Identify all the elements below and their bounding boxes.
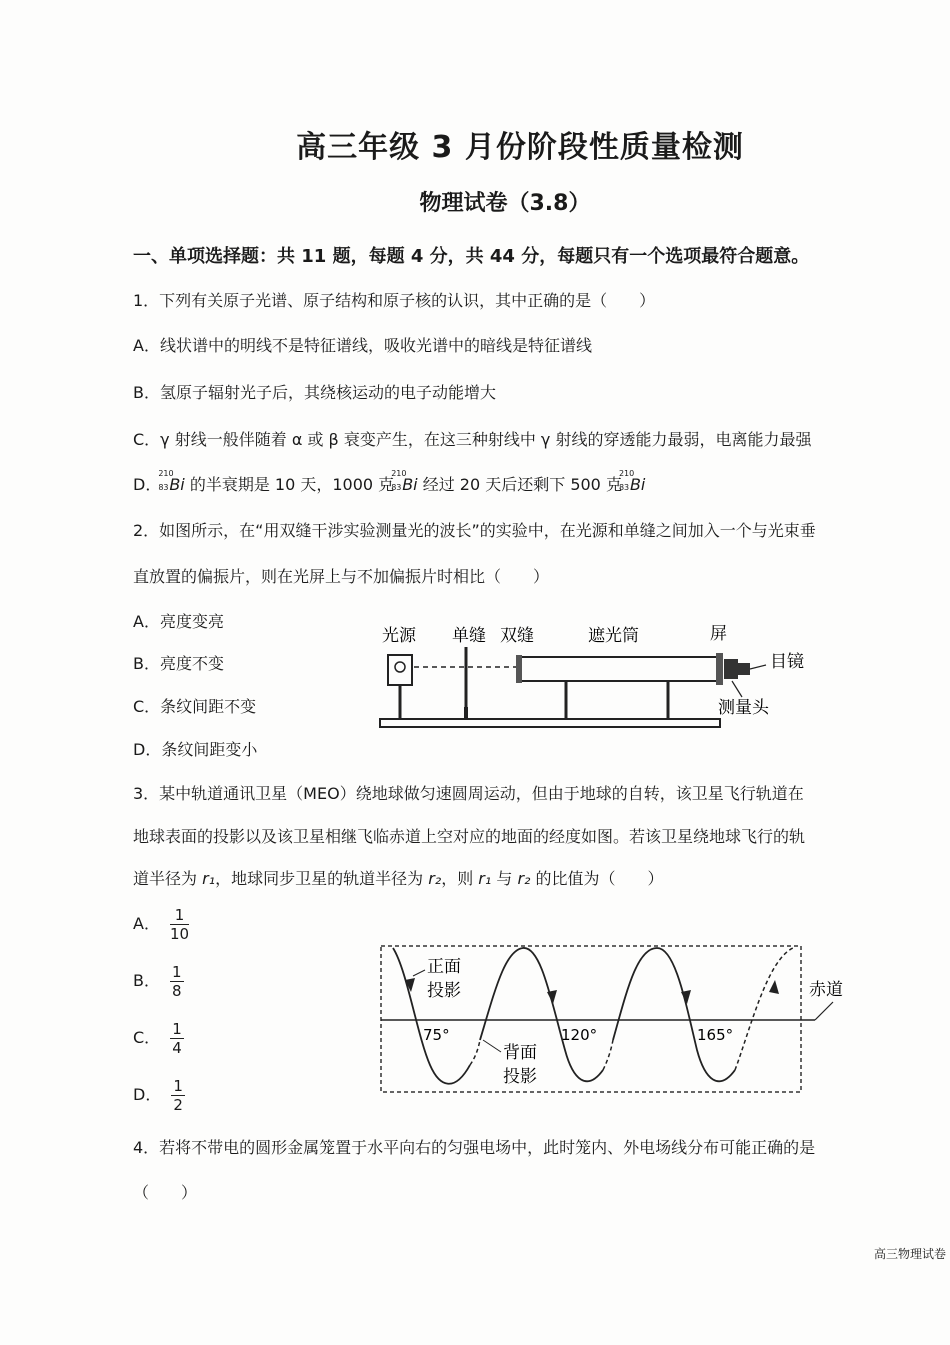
question-3-stem-line-2: 地球表面的投影以及该卫星相继飞临赤道上空对应的地面的经度如图。若该卫星绕地球飞行的轨 <box>133 827 806 846</box>
question-3-option-a: A． $\frac{1}{10}$ <box>133 906 190 943</box>
question-2-option-a: A．亮度变亮 <box>133 612 224 631</box>
question-4-stem-line-1: 4．若将不带电的圆形金属笼置于水平向右的匀强电场中，此时笼内、外电场线分布可能正确的是 <box>133 1138 816 1157</box>
label-120-degrees: 120° <box>561 1026 598 1044</box>
label-tube: 遮光筒 <box>588 626 639 646</box>
question-1-option-a: A．线状谱中的明线不是特征谱线，吸收光谱中的暗线是特征谱线 <box>133 336 592 355</box>
option-d-label: D． <box>133 475 162 494</box>
light-shield-tube <box>520 657 720 681</box>
label-measuring-head: 测量头 <box>718 698 769 718</box>
double-slit <box>516 655 522 683</box>
orbit-projection-figure <box>375 940 855 1100</box>
label-screen: 屏 <box>710 624 727 644</box>
eyepiece <box>738 663 750 675</box>
r2-symbol: r₂ <box>428 869 442 888</box>
question-3-option-b: B． $\frac{1}{8}$ <box>133 963 182 1000</box>
nuclide-2: 210 83 Bi <box>391 469 418 494</box>
front-projection-2 <box>480 948 603 1081</box>
label-double-slit: 双缝 <box>500 626 534 646</box>
question-2-option-c: C．条纹间距不变 <box>133 697 257 716</box>
question-2-option-b: B．亮度不变 <box>133 654 224 673</box>
direction-arrow <box>769 980 779 994</box>
option-d-text-2: 经过 20 天后还剩下 500 克 <box>417 475 622 494</box>
option-d-text-1: 的半衰期是 10 天，1000 克 <box>184 475 395 494</box>
light-source-box <box>388 655 412 685</box>
question-2-stem-line-2: 直放置的偏振片，则在光屏上与不加偏振片时相比（ ） <box>133 567 550 586</box>
page-subtitle: 物理试卷（3.8） <box>419 191 591 216</box>
question-3-option-c: C． $\frac{1}{4}$ <box>133 1020 182 1057</box>
back-projection-2 <box>603 1040 613 1070</box>
page-title: 高三年级 3 月份阶段性质量检测 <box>296 130 744 165</box>
back-projection-3 <box>735 948 793 1070</box>
label-front-1: 正面 <box>427 957 461 977</box>
measuring-head <box>724 659 738 679</box>
question-3-stem-line-1: 3．某中轨道通讯卫星（MEO）绕地球做匀速圆周运动，但由于地球的自转，该卫星飞行轨道在 <box>133 784 804 803</box>
front-projection-3 <box>613 948 735 1081</box>
label-front-2: 投影 <box>427 981 461 1001</box>
question-2-stem-line-1: 2．如图所示，在“用双缝干涉实验测量光的波长”的实验中，在光源和单缝之间加入一个与光束垂 <box>133 521 816 540</box>
question-3-stem-line-3: 道半径为 r₁，地球同步卫星的轨道半径为 r₂，则 r₁ 与 r₂ 的比值为（ ） <box>133 869 664 888</box>
label-165-degrees: 165° <box>697 1026 734 1044</box>
direction-arrow <box>547 990 557 1004</box>
question-1-stem: 1．下列有关原子光谱、原子结构和原子核的认识，其中正确的是（ ） <box>133 291 656 310</box>
nuclide-1: 210 83 Bi <box>158 469 185 494</box>
label-equator: 赤道 <box>809 980 843 1000</box>
screen <box>716 653 723 685</box>
question-1-option-c: C．γ 射线一般伴随着 α 或 β 衰变产生，在这三种射线中 γ 射线的穿透能力最弱，电离能力最强 <box>133 430 812 449</box>
label-back-1: 背面 <box>503 1043 537 1063</box>
label-light-source: 光源 <box>382 626 416 646</box>
question-1-option-b: B．氢原子辐射光子后，其绕核运动的电子动能增大 <box>133 383 496 402</box>
r1-symbol: r₁ <box>202 869 216 888</box>
double-slit-apparatus-figure <box>370 615 840 740</box>
label-eyepiece: 目镜 <box>770 652 804 672</box>
page-footer: 高三物理试卷 <box>873 1247 946 1261</box>
nuclide-3: 210 83 Bi <box>618 469 646 494</box>
label-single-slit: 单缝 <box>452 626 486 646</box>
optical-bench <box>380 719 720 727</box>
label-75-degrees: 75° <box>423 1026 450 1044</box>
question-2-option-d: D．条纹间距变小 <box>133 740 258 759</box>
label-back-2: 投影 <box>503 1067 537 1087</box>
lamp-icon <box>395 662 405 672</box>
back-projection-1 <box>470 1040 480 1065</box>
direction-arrow <box>681 990 691 1004</box>
section-heading: 一、单项选择题：共 11 题，每题 4 分，共 44 分，每题只有一个选项最符合题意。 <box>133 246 810 267</box>
question-1-option-d <box>133 469 646 495</box>
question-3-option-d: D． $\frac{1}{2}$ <box>133 1077 183 1114</box>
question-4-stem-line-2: （ ） <box>133 1183 198 1202</box>
